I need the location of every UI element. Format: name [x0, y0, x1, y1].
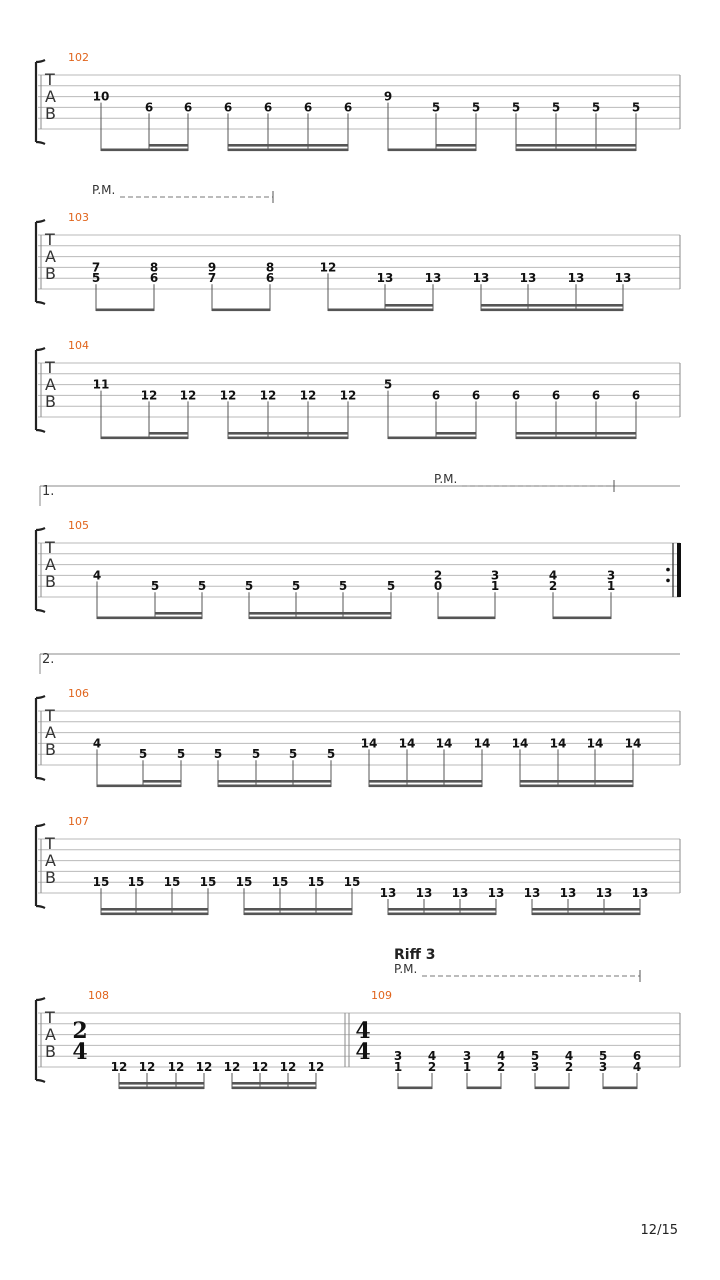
fret-number: 12 — [279, 1060, 297, 1074]
beam — [532, 913, 640, 916]
fret-number: 12 — [167, 1060, 185, 1074]
beam-secondary — [516, 432, 636, 435]
fret-number: 3 — [598, 1060, 608, 1074]
tab-clef-letter: A — [45, 247, 56, 266]
fret-number: 6 — [183, 100, 193, 115]
tab-clef-letter: B — [45, 868, 56, 887]
fret-number: 8 — [149, 260, 159, 275]
beam — [535, 1087, 569, 1090]
beam-secondary — [244, 908, 352, 911]
tab-clef-letter: B — [45, 740, 56, 759]
beam — [96, 309, 154, 312]
fret-number: 5 — [383, 377, 393, 392]
fret-number: 10 — [92, 89, 110, 104]
fret-number: 15 — [92, 875, 110, 890]
beam — [232, 1087, 316, 1090]
fret-number: 5 — [431, 100, 441, 115]
beam — [388, 437, 476, 440]
fret-number: 14 — [398, 736, 416, 751]
tab-clef-letter: A — [45, 555, 56, 574]
tab-clef-letter: T — [45, 70, 55, 89]
fret-number: 13 — [614, 271, 632, 286]
tab-clef-letter: A — [45, 1025, 56, 1044]
beam-secondary — [516, 144, 636, 147]
fret-number: 13 — [424, 271, 442, 286]
beam-secondary — [228, 144, 348, 147]
fret-number: 12 — [140, 388, 158, 403]
beam-secondary — [149, 432, 188, 435]
fret-number: 5 — [244, 579, 254, 594]
beam-secondary — [249, 612, 391, 615]
fret-number: 5 — [338, 579, 348, 594]
palm-mute-label: P.M. — [92, 183, 116, 197]
fret-number: 5 — [213, 747, 223, 762]
fret-number: 15 — [127, 875, 145, 890]
fret-number: 6 — [303, 100, 313, 115]
beam-secondary — [228, 432, 348, 435]
fret-number: 8 — [265, 260, 275, 275]
fret-number: 14 — [435, 736, 453, 751]
beam-secondary — [520, 780, 633, 783]
fret-number: 6 — [265, 271, 275, 286]
beam — [218, 785, 331, 788]
tab-clef-letter: T — [45, 1008, 55, 1027]
beam — [516, 149, 636, 152]
fret-number: 1 — [393, 1060, 403, 1074]
fret-number: 12 — [223, 1060, 241, 1074]
fret-number: 14 — [511, 736, 529, 751]
fret-number: 2 — [548, 579, 558, 594]
fret-number: 12 — [299, 388, 317, 403]
fret-number: 4 — [92, 568, 102, 583]
fret-number: 1 — [606, 579, 616, 594]
fret-number: 5 — [291, 579, 301, 594]
fret-number: 5 — [288, 747, 298, 762]
fret-number: 6 — [511, 388, 521, 403]
fret-number: 6 — [471, 388, 481, 403]
beam — [553, 617, 611, 620]
measure-number: 109 — [371, 989, 392, 1002]
beam — [228, 437, 348, 440]
fret-number: 2 — [433, 568, 443, 583]
measure-number: 104 — [68, 339, 89, 352]
fret-number: 13 — [567, 271, 585, 286]
fret-number: 5 — [251, 747, 261, 762]
beam — [369, 785, 482, 788]
fret-number: 5 — [150, 579, 160, 594]
fret-number: 4 — [632, 1060, 642, 1074]
fret-number: 5 — [197, 579, 207, 594]
fret-number: 5 — [511, 100, 521, 115]
fret-number: 7 — [207, 271, 217, 286]
measure-number: 103 — [68, 211, 89, 224]
fret-number: 4 — [496, 1049, 506, 1064]
tab-clef-letter: B — [45, 1042, 56, 1061]
fret-number: 13 — [595, 886, 613, 900]
beam — [249, 617, 391, 620]
fret-number: 2 — [564, 1060, 574, 1074]
fret-number: 6 — [144, 100, 154, 115]
palm-mute-label: P.M. — [434, 472, 458, 486]
measure-number: 105 — [68, 519, 89, 532]
fret-number: 7 — [91, 260, 101, 275]
beam-secondary — [143, 780, 181, 783]
volta-label: 1. — [42, 484, 55, 499]
fret-number: 13 — [415, 886, 433, 900]
fret-number: 6 — [632, 1049, 642, 1064]
fret-number: 3 — [462, 1049, 472, 1064]
fret-number: 15 — [307, 875, 325, 890]
beam — [328, 309, 433, 312]
tab-clef-letter: B — [45, 392, 56, 411]
fret-number: 12 — [259, 388, 277, 403]
tab-clef-letter: A — [45, 723, 56, 742]
fret-number: 12 — [307, 1060, 325, 1074]
beam-secondary — [101, 908, 208, 911]
measure-number: 107 — [68, 815, 89, 828]
time-signature-top: 2 — [72, 1018, 88, 1044]
fret-number: 3 — [530, 1060, 540, 1074]
fret-number: 5 — [551, 100, 561, 115]
fret-number: 1 — [462, 1060, 472, 1074]
fret-number: 13 — [487, 886, 505, 900]
tab-clef-letter: T — [45, 230, 55, 249]
repeat-dot — [666, 579, 670, 583]
beam-secondary — [232, 1082, 316, 1085]
fret-number: 14 — [624, 736, 642, 751]
beam — [438, 617, 495, 620]
fret-number: 12 — [138, 1060, 156, 1074]
fret-number: 13 — [631, 886, 649, 900]
tab-clef-letter: A — [45, 87, 56, 106]
fret-number: 2 — [496, 1060, 506, 1074]
tab-clef-letter: T — [45, 834, 55, 853]
palm-mute-label: P.M. — [394, 962, 418, 976]
beam-secondary — [532, 908, 640, 911]
beam — [212, 309, 270, 312]
tab-clef-letter: T — [45, 706, 55, 725]
fret-number: 5 — [138, 747, 148, 762]
beam-secondary — [481, 304, 623, 307]
fret-number: 13 — [451, 886, 469, 900]
fret-number: 9 — [207, 260, 217, 275]
fret-number: 0 — [433, 579, 443, 594]
beam-secondary — [149, 144, 188, 147]
fret-number: 5 — [471, 100, 481, 115]
tab-clef-letter: T — [45, 538, 55, 557]
fret-number: 6 — [431, 388, 441, 403]
fret-number: 15 — [235, 875, 253, 890]
riff-label: Riff 3 — [394, 947, 436, 963]
fret-number: 15 — [271, 875, 289, 890]
fret-number: 5 — [631, 100, 641, 115]
fret-number: 11 — [92, 377, 110, 392]
fret-number: 4 — [92, 736, 102, 751]
fret-number: 4 — [564, 1049, 574, 1064]
fret-number: 12 — [339, 388, 357, 403]
measure-number: 106 — [68, 687, 89, 700]
fret-number: 12 — [195, 1060, 213, 1074]
fret-number: 13 — [519, 271, 537, 286]
tab-clef-letter: B — [45, 572, 56, 591]
repeat-dot — [666, 568, 670, 572]
fret-number: 14 — [360, 736, 378, 751]
fret-number: 4 — [427, 1049, 437, 1064]
beam — [520, 785, 633, 788]
beam — [101, 437, 188, 440]
time-signature-bottom: 4 — [72, 1039, 88, 1065]
fret-number: 14 — [549, 736, 567, 751]
fret-number: 1 — [490, 579, 500, 594]
fret-number: 5 — [530, 1049, 540, 1064]
tab-clef-letter: A — [45, 375, 56, 394]
volta-label: 2. — [42, 652, 55, 667]
fret-number: 6 — [551, 388, 561, 403]
fret-number: 13 — [523, 886, 541, 900]
measure-number: 108 — [88, 989, 109, 1002]
fret-number: 12 — [179, 388, 197, 403]
fret-number: 2 — [427, 1060, 437, 1074]
beam — [388, 913, 496, 916]
fret-number: 3 — [490, 568, 500, 583]
beam — [101, 913, 208, 916]
beam — [481, 309, 623, 312]
beam — [398, 1087, 432, 1090]
measure-number: 102 — [68, 51, 89, 64]
page-number: 12/15 — [640, 1223, 678, 1238]
beam — [101, 149, 188, 152]
fret-number: 14 — [473, 736, 491, 751]
fret-number: 5 — [386, 579, 396, 594]
fret-number: 4 — [548, 568, 558, 583]
fret-number: 3 — [606, 568, 616, 583]
fret-number: 13 — [472, 271, 490, 286]
beam-secondary — [385, 304, 433, 307]
fret-number: 5 — [176, 747, 186, 762]
beam — [516, 437, 636, 440]
fret-number: 5 — [598, 1049, 608, 1064]
fret-number: 6 — [223, 100, 233, 115]
beam — [467, 1087, 501, 1090]
beam — [97, 785, 181, 788]
time-signature-bottom: 4 — [355, 1039, 371, 1065]
beam-secondary — [436, 144, 476, 147]
fret-number: 5 — [591, 100, 601, 115]
fret-number: 13 — [376, 271, 394, 286]
fret-number: 15 — [163, 875, 181, 890]
beam-secondary — [369, 780, 482, 783]
tab-clef-letter: T — [45, 358, 55, 377]
beam — [244, 913, 352, 916]
beam — [119, 1087, 204, 1090]
time-signature-top: 4 — [355, 1018, 371, 1044]
fret-number: 13 — [379, 886, 397, 900]
tab-clef-letter: B — [45, 264, 56, 283]
fret-number: 15 — [199, 875, 217, 890]
fret-number: 3 — [393, 1049, 403, 1064]
beam-secondary — [218, 780, 331, 783]
beam — [603, 1087, 637, 1090]
fret-number: 6 — [631, 388, 641, 403]
beam-secondary — [155, 612, 202, 615]
beam-secondary — [388, 908, 496, 911]
beam — [388, 149, 476, 152]
tab-clef-letter: B — [45, 104, 56, 123]
beam — [228, 149, 348, 152]
fret-number: 5 — [91, 271, 101, 286]
fret-number: 6 — [149, 271, 159, 286]
fret-number: 6 — [591, 388, 601, 403]
fret-number: 12 — [251, 1060, 269, 1074]
fret-number: 6 — [263, 100, 273, 115]
fret-number: 12 — [319, 260, 337, 275]
beam-secondary — [436, 432, 476, 435]
fret-number: 12 — [110, 1060, 128, 1074]
beam — [97, 617, 202, 620]
fret-number: 12 — [219, 388, 237, 403]
fret-number: 13 — [559, 886, 577, 900]
beam-secondary — [119, 1082, 204, 1085]
fret-number: 9 — [383, 89, 393, 104]
tab-clef-letter: A — [45, 851, 56, 870]
fret-number: 14 — [586, 736, 604, 751]
fret-number: 15 — [343, 875, 361, 890]
fret-number: 5 — [326, 747, 336, 762]
fret-number: 6 — [343, 100, 353, 115]
